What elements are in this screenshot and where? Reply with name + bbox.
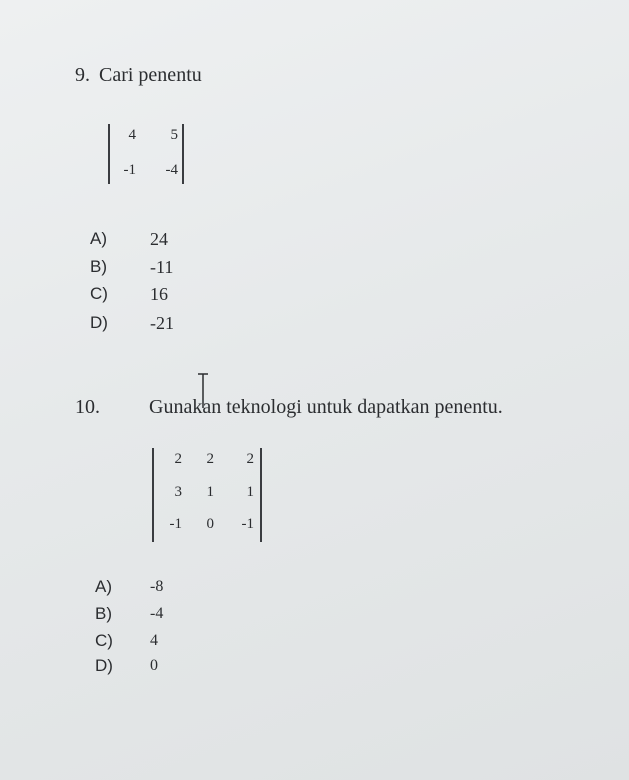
matrix-cell: -1 (123, 162, 136, 178)
question-9-number: 9. (75, 64, 90, 86)
matrix-cell: 2 (246, 451, 254, 467)
matrix-cell: 1 (206, 484, 214, 500)
option-c-value: 16 (150, 284, 168, 304)
option-c-value: 4 (150, 632, 158, 649)
matrix-cell: -1 (169, 516, 182, 532)
question-9-determinant (108, 124, 184, 184)
option-b-label[interactable]: B) (95, 604, 112, 623)
matrix-cell: 1 (246, 484, 254, 500)
matrix-cell: -4 (165, 162, 178, 178)
question-9-prompt: Cari penentu (99, 64, 202, 86)
option-d-label[interactable]: D) (95, 656, 113, 675)
question-10-prompt: Gunakan teknologi untuk dapatkan penentu. (149, 396, 503, 418)
question-9-title (75, 64, 202, 87)
option-c-label[interactable]: C) (95, 631, 113, 650)
matrix-cell: 2 (206, 451, 214, 467)
matrix-cell: 0 (206, 516, 214, 532)
question-10-determinant (152, 448, 262, 542)
option-a-value: -8 (150, 578, 164, 595)
question-10-title (75, 396, 503, 419)
option-d-value: -21 (150, 313, 174, 333)
matrix-cell: -1 (241, 516, 254, 532)
matrix-cell: 2 (174, 451, 182, 467)
matrix-cell: 5 (170, 127, 178, 143)
option-a-label[interactable]: A) (95, 577, 112, 596)
matrix-cell: 4 (128, 127, 136, 143)
option-b-value: -11 (150, 257, 174, 277)
option-a-value: 24 (150, 229, 168, 249)
option-b-value: -4 (150, 605, 164, 622)
option-d-label[interactable]: D) (90, 313, 108, 332)
option-a-label[interactable]: A) (90, 229, 107, 248)
matrix-cell: 3 (174, 484, 182, 500)
option-d-value: 0 (150, 657, 158, 674)
question-10-number: 10. (75, 396, 100, 418)
option-b-label[interactable]: B) (90, 257, 107, 276)
option-c-label[interactable]: C) (90, 284, 108, 303)
